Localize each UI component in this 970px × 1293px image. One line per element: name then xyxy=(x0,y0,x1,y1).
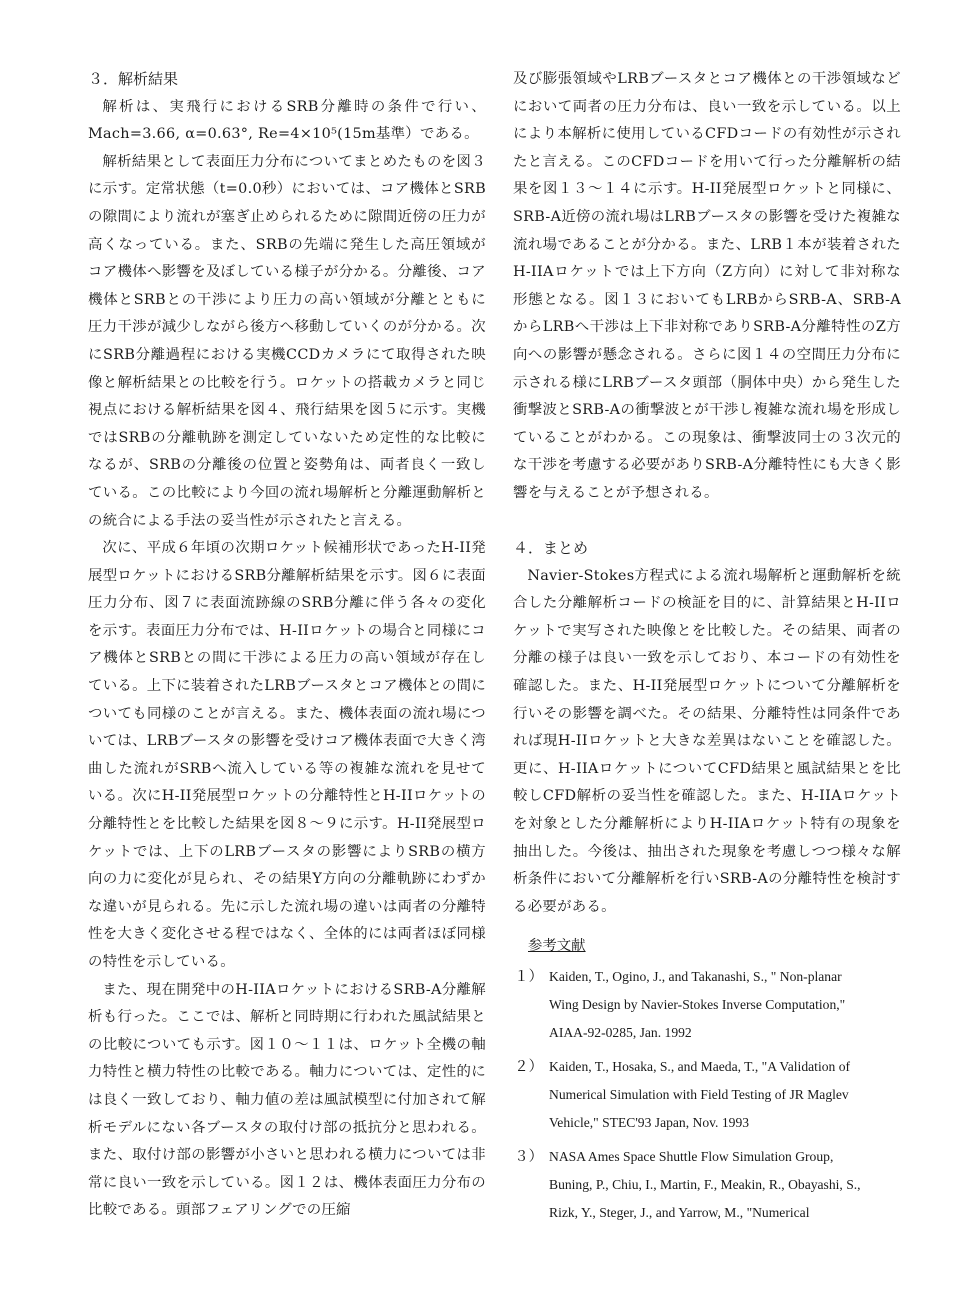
section-3-heading: ３．解析結果 xyxy=(88,70,179,88)
reference-number: ３） xyxy=(514,1149,543,1165)
right-column xyxy=(513,66,901,1233)
reference-text xyxy=(549,963,845,1047)
section-4-heading: ４．まとめ xyxy=(513,539,589,558)
reference-number: １） xyxy=(514,969,543,985)
reference-line: Vehicle," STEC'93 Japan, Nov. 1993 xyxy=(549,1115,750,1130)
reference-line: NASA Ames Space Shuttle Flow Simulation Group, xyxy=(549,1149,834,1164)
paragraph-continuation: 及び膨張領域やLRBブースタとコア機体との干渉領域などにおいて両者の圧力分布は、良い一致を示している。以上により本解析に使用しているCFDコードの有効性が示されたと言える。このCFDコードを用いて行った分離解析の結果を図１３～１４に示す。H-II発展型ロケットと同様に、SRB-A近傍の流れ場はLRBブースタの影響を受けた複雑な流れ場であることが分かる。また、LRB１本が装着されたH-IIAロケットでは上下方向（Z方向）に対して非対称な形態となる。図１３においてもLRBからSRB-A、SRB-AからLRBへ干渉は上下非対称でありSRB-A分離特性のZ方向への影響が懸念される。さらに図１４の空間圧力分布に示される様にLRBブースタ頭部（胴体中央）から発生した衝撃波とSRB-Aの衝撃波とが干渉し複雑な流れ場を形成していることがわかる。この現象は、衝撃波同士の３次元的な干渉を考慮する必要がありSRB-A分離特性にも大きく影響を与えることが予想される。 xyxy=(513,71,901,501)
reference-line: Kaiden, T., Hosaka, S., and Maeda, T., "A Validation of xyxy=(549,1059,851,1074)
reference-item xyxy=(513,1143,901,1227)
reference-line: Kaiden, T., Ogino, J., and Takanashi, S., " Non-planar xyxy=(549,969,842,984)
reference-line: Rizk, Y., Steger, J., and Yarrow, M., "Numerical xyxy=(549,1205,810,1220)
paragraph-h2-evolved: 次に、平成６年頃の次期ロケット候補形状であったH-II発展型ロケットにおけるSRB分離解析結果を示す。図６に表面圧力分布、図７に表面流跡線のSRB分離に伴う各々の変化を示す。表面圧力分布では、H-IIロケットの場合と同様にコア機体とSRBとの間に干渉による圧力の高い領域が存在している。上下に装着されたLRBブースタとコア機体との間についても同様のことが言える。また、機体表面の流れ場については、LRBブースタの影響を受けコア機体表面で大きく湾曲した流れがSRBへ流入している等の複雑な流れを見せている。次にH-II発展型ロケットの分離特性とH-IIロケットの分離特性とを比較した結果を図８～９に示す。H-II発展型ロケットでは、上下のLRBブースタの影響によりSRBの横方向の力に変化が見られ、その結果Y方向の分離軌跡にわずかな違いが見られる。先に示した流れ場の違いは両者の分離特性を大きく変化させる程ではなく、全体的には両者ほぼ同様の特性を示している。 xyxy=(88,540,486,970)
reference-item xyxy=(513,1053,901,1137)
paragraph-h2a-analysis: また、現在開発中のH-IIAロケットにおけるSRB-A分離解析も行った。ここでは、解析と同時期に行われた風試結果との比較についても示す。図１０～１１は、ロケット全機の軸力特性と横力特性の比較である。軸力については、定性的には良く一致しており、軸力値の差は風試模型に付加されて解析モデルにない各ブースタの取付け部の抵抗分と思われる。また、取付け部の影響が小さいと思われる横力については非常に良い一致を示している。図１２は、機体表面圧力分布の比較である。頭部フェアリングでの圧縮 xyxy=(88,981,486,1219)
reference-line: Wing Design by Navier-Stokes Inverse Computation," xyxy=(549,997,846,1012)
reference-line: Numerical Simulation with Field Testing of JR Maglev xyxy=(549,1087,849,1102)
left-column xyxy=(88,66,486,1225)
reference-line: Buning, P., Chiu, I., Martin, F., Meakin, R., Obayashi, S., xyxy=(549,1177,861,1192)
section-gap xyxy=(513,508,901,536)
reference-number: ２） xyxy=(514,1059,543,1075)
reference-text xyxy=(549,1053,850,1137)
references-title: 参考文献 xyxy=(528,938,586,955)
reference-item xyxy=(513,963,901,1047)
references-list xyxy=(513,963,901,1227)
paragraph-conditions: 解析は、実飛行におけるSRB分離時の条件で行い、Mach=3.66, α=0.63°, Re=4×10⁵(15m基準）である。 xyxy=(88,98,486,143)
paragraph-summary: Navier-Stokes方程式による流れ場解析と運動解析を統合した分離解析コードの検証を目的に、計算結果とH-IIロケットで実写された映像とを比較した。その結果、両者の分離の様子は良い一致を示しており、本コードの有効性を確認した。また、H-II発展型ロケットについて分離解析を行いその影響を調べた。その結果、分離特性は同条件であれば現H-IIロケットと大きな差異はないことを確認した。更に、H-IIAロケットについてCFD結果と風試結果とを比較しCFD解析の妥当性を確認した。また、H-IIAロケットを対象とした分離解析によりH-IIAロケット特有の現象を抽出した。今後は、抽出された現象を考慮しつつ様々な解析条件において分離解析を行いSRB-Aの分離特性を検討する必要がある。 xyxy=(513,567,901,915)
paragraph-surface-pressure: 解析結果として表面圧力分布についてまとめたものを図３に示す。定常状態（t=0.0秒）においては、コア機体とSRBの隙間により流れが塞ぎ止められるために隙間近傍の圧力が高くなっている。また、SRBの先端に発生した高圧領域がコア機体へ影響を及ぼしている様子が分かる。分離後、コア機体とSRBとの干渉により圧力の高い領域が分離とともに圧力干渉が減少しながら後方へ移動していくのが分かる。次にSRB分離過程における実機CCDカメラにて取得された映像と解析結果との比較を行う。ロケットの搭載カメラと同じ視点における解析結果を図４、飛行結果を図５に示す。実機ではSRBの分離軌跡を測定していないため定性的な比較になるが、SRBの分離後の位置と姿勢角は、両者良く一致している。この比較により今回の流れ場解析と分離運動解析との統合による手法の妥当性が示されたと言える。 xyxy=(88,153,486,529)
reference-text xyxy=(549,1143,861,1227)
reference-line: AIAA-92-0285, Jan. 1992 xyxy=(549,1025,692,1040)
